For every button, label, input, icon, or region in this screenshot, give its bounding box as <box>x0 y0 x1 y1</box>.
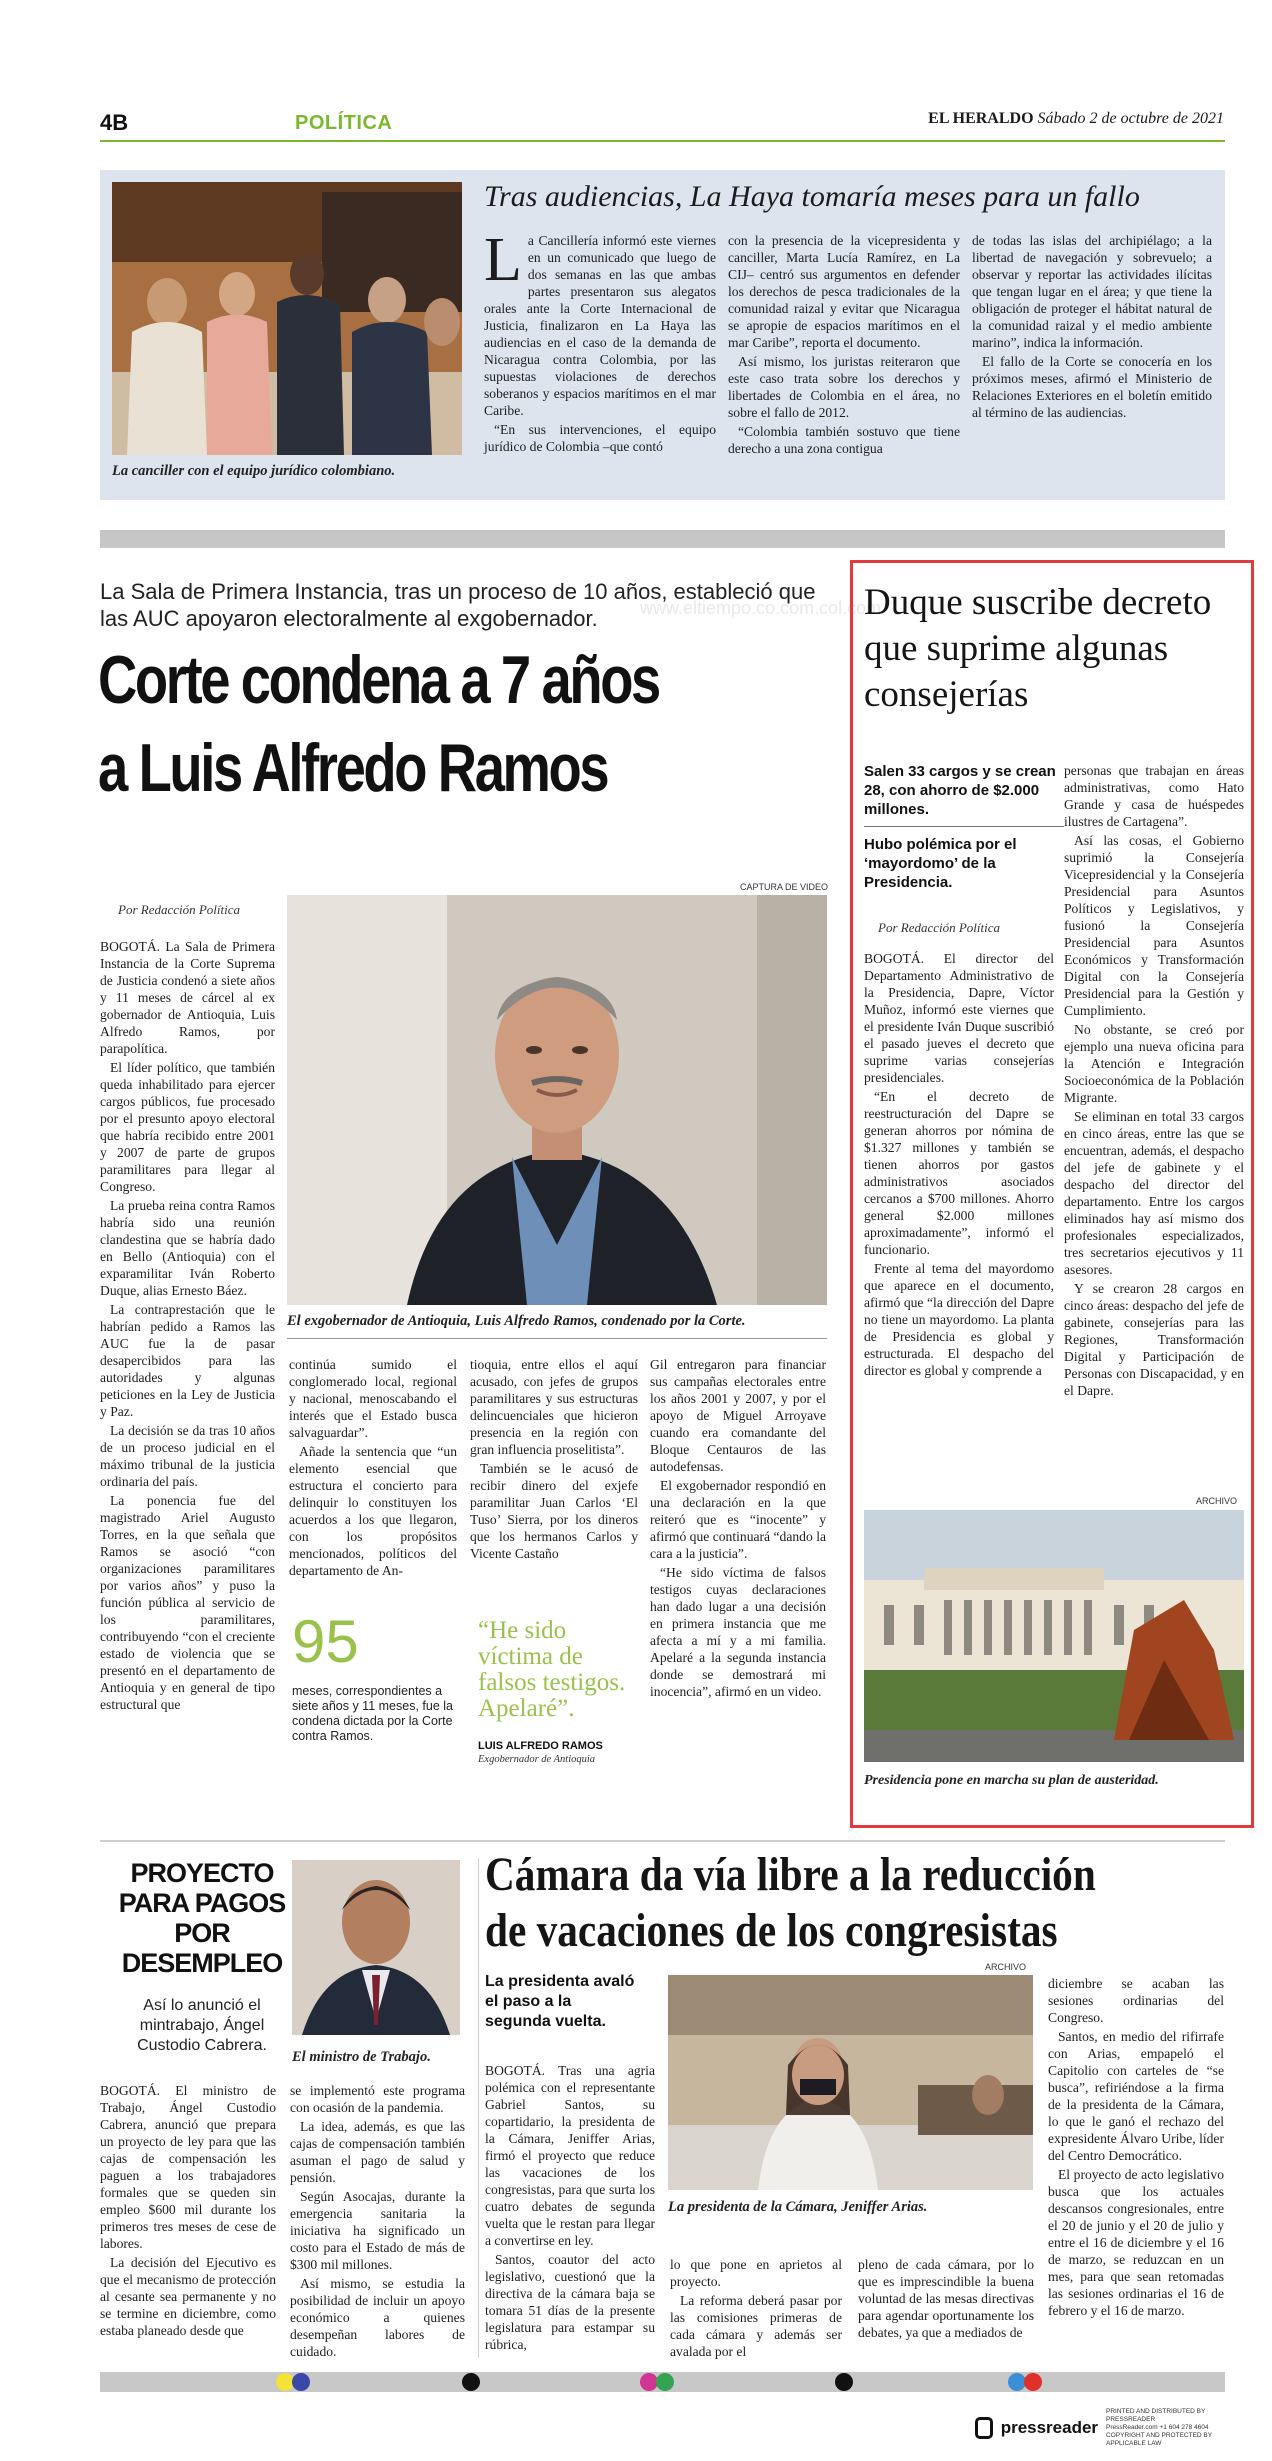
side-sub1: Salen 33 cargos y se crean 28, con ahorro de $2.000 millones. <box>864 763 1056 818</box>
diplomats-image <box>112 182 462 455</box>
paragraph: Santos, coautor del acto legislativo, cuestionó que la directiva de la cámara baja se tomara 51 días de la presente legislatura para estampar su rúbrica, <box>485 2252 655 2352</box>
paragraph: “Colombia también sostuvo que tiene derecho a una zona contigua <box>728 424 960 456</box>
bottom-photo-credit: ARCHIVO <box>985 1962 1027 1972</box>
paragraph: BOGOTÁ. El director del Departamento Administrativo de la Presidencia, Dapre, Víctor Muñoz, informó este viernes que el presidente Iván Duque suscribió el pasado jueves el decreto que suprime varias consejerías presidenciales. <box>864 951 1054 1085</box>
main-kicker: La Sala de Primera Instancia, tras un proceso de 10 años, estableció que las AUC apoyaron electoralmente al exgobernador. <box>100 579 816 631</box>
pressreader-badge <box>975 2410 1225 2446</box>
paragraph: La contraprestación que le habrían pedido a Ramos las AUC fue la de pasar desapercibidos para las autoridades y algunas peticiones en la Ley de Justicia y Paz. <box>100 1302 275 1419</box>
side-photo-credit: ARCHIVO <box>1196 1496 1238 1506</box>
main-caption: El exgobernador de Antioquia, Luis Alfredo Ramos, condenado por la Corte. <box>287 1313 746 1329</box>
main-byline <box>118 902 240 918</box>
main-col2 <box>289 1356 457 1581</box>
main-col4 <box>650 1356 826 1702</box>
paragraph: El fallo de la Corte se conocería en los próximos meses, afirmó el Ministerio de Relaciones Exteriores en el boletín emitido al término de las audiencias. <box>972 354 1212 420</box>
paragraph: “En sus intervenciones, el equipo jurídico de Colombia –que contó <box>484 422 716 454</box>
paragraph: Así mismo, los juristas reiteraron que este caso trata sobre los derechos y libertades de Colombia en el área, no sobre el fallo de 2012. <box>728 354 960 420</box>
side-caption: Presidencia pone en marcha su plan de austeridad. <box>864 1773 1159 1788</box>
top-story-col2 <box>728 232 960 459</box>
paragraph: La decisión se da tras 10 años de un proceso judicial en el máximo tribunal de la justicia ordinaria del país. <box>100 1423 275 1489</box>
paragraph: BOGOTÁ. El ministro de Trabajo, Ángel Custodio Cabrera, anunció que prepara un proyecto de ley para que las cajas de compensación les paguen a los trabajadores formales que se queden sin empleo $600 mil durante los primeros tres meses de cese de labores. <box>100 2083 276 2251</box>
main-headline-1: Corte condena a 7 años <box>98 642 659 718</box>
top-story-caption: La canciller con el equipo jurídico colombiano. <box>112 463 396 479</box>
paragraph: a Cancillería informó este viernes en un comunicado que luego de dos semanas en las que ambas partes presentaron sus alegatos orales ante la Corte Internacional de Justicia, finalizaron en La Haya las audiencias en el caso de la demanda de Nicaragua contra Colombia, por las supuestas violaciones de derechos soberanos y espacios marítimos en el mar Caribe. <box>484 233 716 418</box>
legal-line: PressReader.com +1 604 278 4604 <box>1106 2424 1209 2431</box>
paragraph: Añade la sentencia que “un elemento esencial que estructura el concierto para delinquir lo constituyen los acuerdos a los que llegaron, con los propósitos mencionados, políticos del departamento de An- <box>289 1444 457 1578</box>
top-story-col3 <box>972 232 1212 423</box>
main-col1 <box>100 938 275 1715</box>
bottom-headline-2: de vacaciones de los congresistas <box>485 1904 1058 1957</box>
bottom-col1 <box>485 2062 655 2355</box>
pull-quote: “He sido víctima de falsos testigos. Apelaré”. <box>478 1617 626 1722</box>
bottom-caption: La presidenta de la Cámara, Jeniffer Arias. <box>668 2199 928 2215</box>
paragraph: de todas las islas del archipiélago; a la libertad de navegación y sobrevuelo; a observar y reportar las actividades ilícitas que tengan lugar en el área; y que tiene la obligación de proteger el hábitat natural de la comunidad raizal y el medio ambiente marino”, indica la información. <box>972 233 1212 350</box>
side-byline <box>878 920 1000 936</box>
paragraph: El exgobernador respondió en una declaración en la que reiteró que es “inocente” y afirmó que continuará “dando la cara a la justicia”. <box>650 1478 826 1561</box>
bottom-story-photo <box>668 1975 1033 2190</box>
separator-bar <box>100 530 1225 548</box>
paragraph: BOGOTÁ. La Sala de Primera Instancia de la Corte Suprema de Justicia condenó a siete años y 11 meses de cárcel al ex gobernador de Antioquia, Luis Alfredo Ramos, por parapolítica. <box>100 939 275 1056</box>
byline-text: Por Redacción Política <box>878 920 1001 935</box>
paragraph: No obstante, se creó por ejemplo una nueva oficina para la Atención e Integración Socioeconómica de la Población Migrante. <box>1064 1022 1244 1105</box>
bottom-col2 <box>670 2256 842 2362</box>
main-headline-2: a Luis Alfredo Ramos <box>98 730 608 806</box>
unemployment-col2 <box>290 2082 465 2362</box>
header-rule <box>100 140 1225 142</box>
pressreader-logo-icon <box>975 2417 993 2439</box>
quote-author: LUIS ALFREDO RAMOS <box>478 1740 603 1752</box>
unemployment-col1 <box>100 2082 276 2341</box>
bottom-col4 <box>1048 1975 1224 2321</box>
paragraph: Así mismo, se estudia la posibilidad de incluir un apoyo económico a quienes desempeñan labores de cuidado. <box>290 2276 465 2359</box>
paragraph: lo que pone en aprietos al proyecto. <box>670 2257 842 2289</box>
pressreader-legal <box>1106 2408 1225 2448</box>
paragraph: Y se crearon 28 cargos en cinco áreas: despacho del jefe de gabinete, consejerías para las Regiones, Transformación Digital y Participación de Personas con Discapacidad, y en el Dapre. <box>1064 1281 1244 1398</box>
side-col2 <box>1064 762 1244 1401</box>
paragraph: tioquia, entre ellos el aquí acusado, con jefes de grupos paramilitares y sus estructuras delincuenciales que hicieron presencia en la región con gran influencia proselitista”. <box>470 1357 638 1457</box>
side-headline: Duque suscribe decreto que suprime algunas consejerías <box>864 582 1212 715</box>
side-sub-rule <box>864 826 1064 827</box>
column-divider <box>478 1858 479 2358</box>
minister-image <box>292 1860 460 2035</box>
caption-rule <box>287 1338 827 1339</box>
drop-cap: L <box>484 226 522 294</box>
blue-dot <box>292 2373 310 2391</box>
paragraph: Se eliminan en total 33 cargos en cinco áreas, entre las que se encuentran, además, el despacho del jefe de gabinete y el despacho del director del departamento. Entre los cargos eliminados hay así mismo dos profesionales especializados, tres secretarios ejecutivos y 11 asesores. <box>1064 1109 1244 1277</box>
top-story-photo <box>112 182 462 455</box>
paragraph: La idea, además, es que las cajas de compensación también asuman el pago de salud y pensión. <box>290 2119 465 2185</box>
black-dot <box>462 2373 480 2391</box>
paragraph: se implementó este programa con ocasión de la pandemia. <box>290 2083 465 2115</box>
section-label: POLÍTICA <box>295 112 393 134</box>
paragraph: Gil entregaron para financiar sus campañas electorales entre los años 2001 y 2007, y por el apoyo de Miguel Arroyave cuando era comandante del Bloque Centauros de las autodefensas. <box>650 1357 826 1474</box>
paragraph: BOGOTÁ. Tras una agria polémica con el representante Gabriel Santos, su copartidario, la presidenta de la Cámara, Jeniffer Arias, firmó el proyecto que reduce las vacaciones de los congresistas, para que surta los cuatro debates de segunda vuelta que le restan para llegar a convertirse en ley. <box>485 2063 655 2248</box>
paragraph: Frente al tema del mayordomo que aparece en el documento, afirmó que “la dirección del Dapre no tiene un mayordomo. La planta de Presidencia es global y estructurada. El despacho del director es global y comprende a <box>864 1261 1054 1378</box>
unemployment-deck: Así lo anunció el mintrabajo, Ángel Custodio Cabrera. <box>137 1997 267 2054</box>
camara-president-image <box>668 1975 1033 2190</box>
unemployment-headline: PROYECTO PARA PAGOS POR DESEMPLEO <box>118 1858 286 1978</box>
green-dot <box>656 2373 674 2391</box>
masthead <box>928 110 1224 128</box>
paragraph: Según Asocajas, durante la emergencia sanitaria la iniciativa ha significado un costo para el Estado de más de $300 mil millones. <box>290 2189 465 2272</box>
minister-photo <box>292 1860 460 2035</box>
side-sub2: Hubo polémica por el ‘mayordomo’ de la Presidencia. <box>864 836 1017 891</box>
paragraph: La prueba reina contra Ramos habría sido una reunión clandestina que se habría dado en Bello (Antioquia) con el exparamilitar Iván Roberto Duque, alias Ernesto Báez. <box>100 1198 275 1298</box>
side-story-photo <box>864 1510 1244 1762</box>
side-col1 <box>864 950 1054 1381</box>
bottom-col3 <box>858 2256 1034 2343</box>
legal-line: COPYRIGHT AND PROTECTED BY APPLICABLE LAW <box>1106 2432 1212 2447</box>
registration-dots <box>100 2372 1225 2392</box>
paragraph: Así las cosas, el Gobierno suprimió la Consejería Vicepresidencial y la Consejería Presidencial para Asuntos Políticos y Legislativos, y fusionó la Consejería Presidencial para Asuntos Económicos y Transformación Digital con la Consejería Presidencial para la Gestión y Cumplimiento. <box>1064 833 1244 1018</box>
paragraph: con la presencia de la vicepresidenta y canciller, Marta Lucía Ramírez, en La CIJ– centró sus argumentos en defender los derechos de pesca tradicionales de la comunidad raizal y evitar que Nicaragua se apropie de espacios marítimos en el mar Caribe”, reporta el documento. <box>728 233 960 350</box>
minister-caption: El ministro de Trabajo. <box>292 2049 431 2065</box>
legal-line: PRINTED AND DISTRIBUTED BY PRESSREADER <box>1106 2408 1206 2423</box>
top-story-col1 <box>484 226 716 457</box>
paragraph: La ponencia fue del magistrado Ariel Augusto Torres, en la que señala que Ramos se asoció “con organizaciones paramilitares por varios años” y puso la función pública al servicio de los paramilitares, contribuyendo “con el creciente estado de violencia que se presentó en el departamento de Antioquia y en general de tipo estructural que <box>100 1493 275 1712</box>
ramos-portrait-image <box>287 895 827 1305</box>
byline-text: Por Redacción Política <box>118 902 241 917</box>
quote-role: Exgobernador de Antioquia <box>478 1754 596 1765</box>
top-story-title: Tras audiencias, La Haya tomaría meses para un fallo <box>484 180 1140 213</box>
paragraph: “En el decreto de reestructuración del Dapre se generan ahorros por nómina de $1.327 millones y también se tienen ahorros por gastos administrativos asociados cercanos a $700 millones. Ahorro general $2.000 millones aproximadamente”, informó el funcionario. <box>864 1089 1054 1257</box>
main-photo-credit: CAPTURA DE VIDEO <box>740 882 829 892</box>
bottom-headline-1: Cámara da vía libre a la reducción <box>485 1848 1096 1901</box>
paragraph: El líder político, que también queda inhabilitado para ejercer cargos públicos, fue procesado por el presunto apoyo electoral que habría recibido entre 2001 y 2007 de parte de grupos paramilitares para llegar al Congreso. <box>100 1060 275 1194</box>
main-col3 <box>470 1356 638 1564</box>
paragraph: Santos, en medio del rifirrafe con Arias, empapeló el Capitolio con carteles de “se busca”, refiriéndose a la firma de la presidenta de la Cámara, lo que le ganó el rechazo del expresidente Álvaro Uribe, líder del Centro Democrático. <box>1048 2029 1224 2163</box>
red-dot <box>1024 2373 1042 2391</box>
paper-name: EL HERALDO <box>928 110 1034 127</box>
page-number: 4B <box>100 110 129 135</box>
paragraph: personas que trabajan en áreas administrativas, como Hato Grande y casa de huéspedes ilustres de Cartagena”. <box>1064 763 1244 829</box>
paragraph: diciembre se acaban las sesiones ordinarias del Congreso. <box>1048 1976 1224 2025</box>
paragraph: pleno de cada cámara, por lo que es imprescindible la buena voluntad de las mesas directivas para agendar oportunamente los debates, ya que a mediados de <box>858 2257 1034 2340</box>
watermark: www.eltiempo.co.com.col.com <box>640 598 882 618</box>
casa-narino-image <box>864 1510 1244 1762</box>
paragraph: También se le acusó de recibir dinero del exjefe paramilitar Juan Carlos ‘El Tuso’ Sierra, por los dineros que los hermanos Carlos y Vicente Castaño <box>470 1461 638 1561</box>
paragraph: La decisión del Ejecutivo es que el mecanismo de protección al cesante sea permanente y no se termine en diciembre, como estaba planeado desde que <box>100 2255 276 2338</box>
paragraph: “He sido víctima de falsos testigos cuyas declaraciones han dado lugar a una decisión en primera instancia que me afecta a mí y a mi familia. Apelaré a la segunda instancia donde se demostrará mi inocencia”, afirmó en un video. <box>650 1565 826 1699</box>
stat-text: meses, correspondientes a siete años y 11 meses, fue la condena dictada por la Corte contra Ramos. <box>292 1684 453 1743</box>
paragraph: La reforma deberá pasar por las comisiones primeras de cada cámara y además ser avalada por el <box>670 2293 842 2359</box>
paragraph: El proyecto de acto legislativo busca que los actuales descansos congresionales, entre el 20 de junio y el 20 de julio y entre el 16 de diciembre y el 16 de marzo, se reduzcan en un mes, para que sean retomadas las sesiones ordinarias el 16 de febrero y el 16 de marzo. <box>1048 2167 1224 2318</box>
issue-date: Sábado 2 de octubre de 2021 <box>1037 110 1224 127</box>
main-story-photo <box>287 895 827 1305</box>
pressreader-brand: pressreader <box>1000 2418 1099 2437</box>
stat-number: 95 <box>292 1608 359 1675</box>
bottom-deck: La presidenta avaló el paso a la segunda vuelta. <box>485 1973 635 2030</box>
paragraph: continúa sumido el conglomerado local, regional y nacional, menoscabando el interés que el Estado busca salvaguardar”. <box>289 1357 457 1440</box>
black-dot <box>835 2373 853 2391</box>
bottom-divider <box>100 1840 1225 1842</box>
